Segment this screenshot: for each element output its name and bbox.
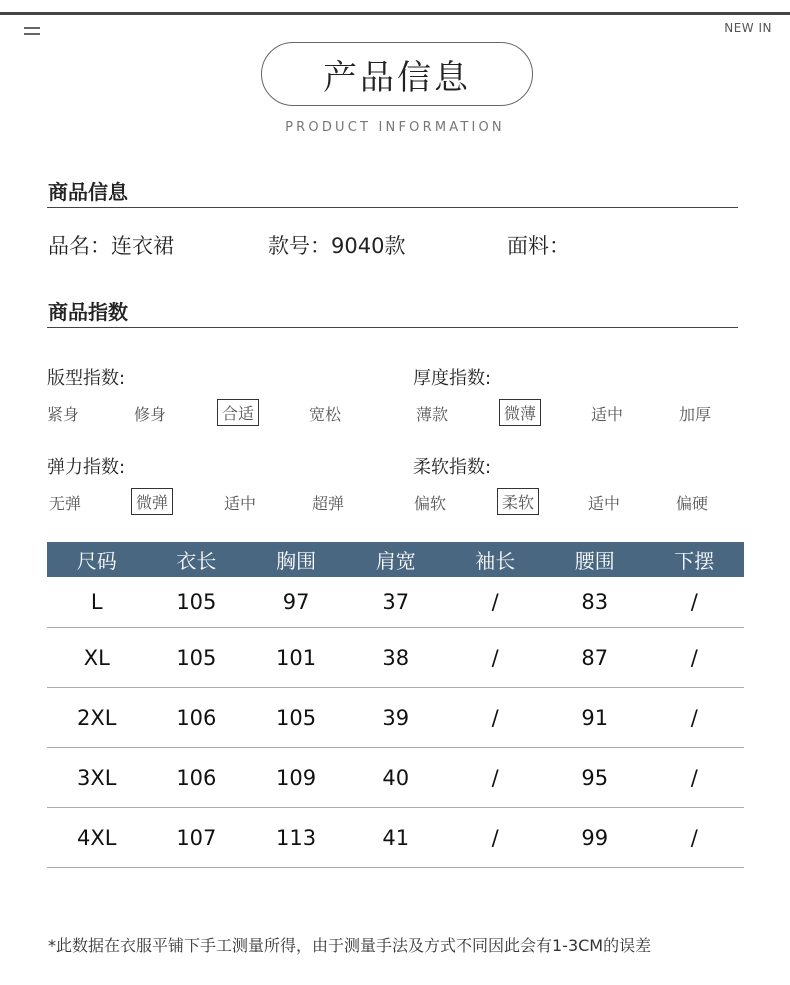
table-cell: /: [644, 688, 744, 748]
table-header-row: [47, 542, 744, 577]
table-cell: 38: [346, 628, 446, 688]
table-cell: 4XL: [47, 808, 147, 868]
softness-option: 偏硬: [676, 494, 709, 513]
table-cell: 41: [346, 808, 446, 868]
fit-index-label: 版型指数:: [47, 368, 126, 389]
table-header: 肩宽: [346, 542, 446, 577]
fit-option: 修身: [134, 405, 167, 424]
table-cell: /: [644, 628, 744, 688]
elasticity-option: 适中: [224, 494, 257, 513]
thickness-index-label: 厚度指数:: [413, 368, 492, 389]
table-cell: 83: [545, 577, 645, 628]
elasticity-option: 无弹: [49, 494, 82, 513]
page-subtitle: PRODUCT INFORMATION: [285, 120, 505, 135]
table-cell: 101: [246, 628, 346, 688]
softness-index-label: 柔软指数:: [413, 457, 492, 478]
table-cell: 113: [246, 808, 346, 868]
thickness-option: 加厚: [679, 405, 712, 424]
measurement-note: *此数据在衣服平铺下手工测量所得，由于测量手法及方式不同因此会有1-3CM的误差: [48, 936, 652, 955]
table-header: 衣长: [147, 542, 247, 577]
table-header: 下摆: [644, 542, 744, 577]
product-info-heading: 商品信息: [48, 180, 128, 204]
table-cell: 106: [147, 688, 247, 748]
table-cell: 95: [545, 748, 645, 808]
table-cell: 109: [246, 748, 346, 808]
top-bar: [0, 12, 790, 15]
table-cell: /: [445, 577, 545, 628]
thickness-option: 适中: [591, 405, 624, 424]
table-cell: /: [445, 688, 545, 748]
table-cell: 105: [147, 628, 247, 688]
table-row: [47, 808, 744, 868]
table-header: 腰围: [545, 542, 645, 577]
table-header: 胸围: [246, 542, 346, 577]
table-cell: /: [445, 628, 545, 688]
table-cell: 2XL: [47, 688, 147, 748]
table-cell: /: [445, 748, 545, 808]
elasticity-index-label: 弹力指数:: [47, 457, 126, 478]
table-cell: 37: [346, 577, 446, 628]
table-cell: 105: [246, 688, 346, 748]
table-cell: 107: [147, 808, 247, 868]
table-cell: 99: [545, 808, 645, 868]
table-cell: /: [644, 808, 744, 868]
softness-option: 偏软: [414, 494, 447, 513]
fit-option: 宽松: [309, 405, 342, 424]
table-cell: 105: [147, 577, 247, 628]
table-cell: 91: [545, 688, 645, 748]
table-row: [47, 748, 744, 808]
size-table: [47, 542, 744, 868]
table-cell: /: [445, 808, 545, 868]
table-row: [47, 628, 744, 688]
table-cell: XL: [47, 628, 147, 688]
table-cell: L: [47, 577, 147, 628]
table-header: 袖长: [445, 542, 545, 577]
softness-option: 适中: [588, 494, 621, 513]
table-cell: 40: [346, 748, 446, 808]
thickness-option-selected: 微薄: [499, 399, 541, 426]
elasticity-option: 超弹: [312, 494, 345, 513]
fabric: 面料：: [507, 234, 570, 258]
page-title: 产品信息: [261, 42, 533, 106]
table-cell: 39: [346, 688, 446, 748]
fit-option: 紧身: [47, 405, 80, 424]
table-cell: 106: [147, 748, 247, 808]
table-cell: 97: [246, 577, 346, 628]
thickness-option: 薄款: [416, 405, 449, 424]
divider: [47, 207, 738, 208]
table-row: [47, 577, 744, 628]
softness-option-selected: 柔软: [497, 488, 539, 515]
indices-heading: 商品指数: [48, 300, 128, 324]
style-number: 款号：9040款: [268, 234, 406, 258]
table-cell: /: [644, 748, 744, 808]
elasticity-option-selected: 微弹: [131, 488, 173, 515]
product-name: 品名：连衣裙: [48, 234, 174, 258]
table-header: 尺码: [47, 542, 147, 577]
table-cell: 3XL: [47, 748, 147, 808]
fit-option-selected: 合适: [217, 399, 259, 426]
menu-icon[interactable]: [24, 27, 40, 37]
new-in-label: NEW IN: [724, 21, 772, 35]
table-cell: /: [644, 577, 744, 628]
divider: [47, 327, 738, 328]
table-row: [47, 688, 744, 748]
table-cell: 87: [545, 628, 645, 688]
